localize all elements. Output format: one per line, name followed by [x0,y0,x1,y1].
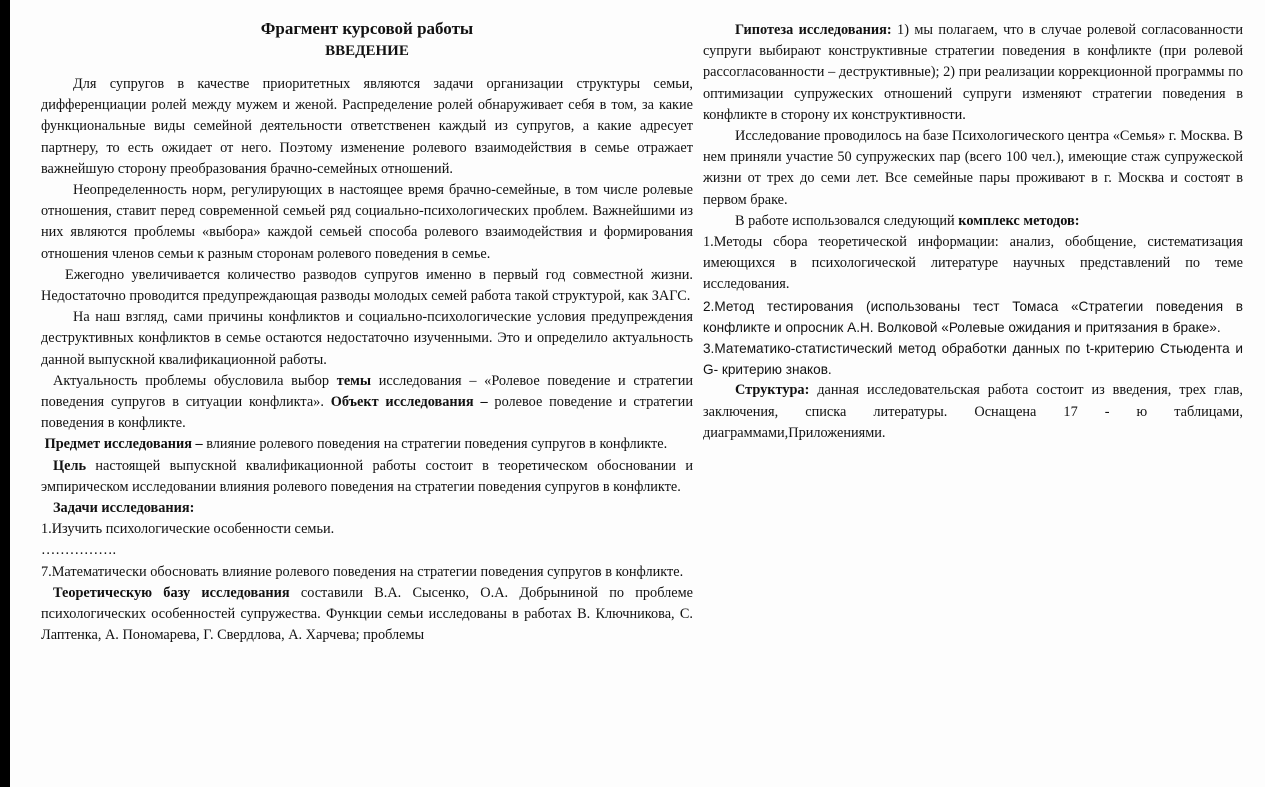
paragraph-hypothesis [703,20,1243,126]
paragraph-roles: Для супругов в качестве приоритетных являются задачи организации структуры семьи, дифференциации ролей между мужем и женой. Распределение ролей обнаруживает себя в том, за какие функциональные виды семейной деятельности ответственен каждый из супругов, а какие адресует партнеру, то есть ожидает от него. Поэтому изменение ролевого взаимодействия в семье отражает важнейшую сторону преобразования брачно-семейных отношений. [41,76,693,177]
paragraph-norms: Неопределенность норм, регулирующих в настоящее время брачно-семейные, в том числе ролевые отношения, ставит перед современной семьей ряд социально-психологических проблем. Важнейшими из них являются проблемы «выбора» каждой семьей способа ролевого взаимодействия и формирования отношения членов семьи к разным сторонам ролевого поведения в семье. [41,182,693,262]
hypothesis-label: Гипотеза исследования: [735,22,892,38]
topic-text: исследования – «Ролевое поведение и стратегии поведения супругов в ситуации конфликта». [41,372,694,411]
goal-text: настоящей выпускной квалификационной работы состоит в теоретическом обосновании и эмпирическом исследовании влияния ролевого поведения на стратегии поведения супругов в конфликте. [41,457,693,495]
object-label: Объект исследования – [330,394,488,411]
hypothesis-text: 1) мы полагаем, что в случае ролевой согласованности супруги выбирают конструктивные стратегии поведения в конфликте (при ролевой рассогласованности – деструктивные); 2) при реализации коррекционной программы по оптимизации супружеских отношений супруги изменяют стратегии поведения в конфликте в сторону их конструктивности. [703,22,1243,123]
section-heading: ВВЕДЕНИЕ [325,43,409,59]
method-1: 1.Методы сбора теоретической информации: анализ, обобщение, систематизация имеющихся в психологической литературе научных представлений по теме исследования. [703,234,1243,293]
subject-text: влияние ролевого поведения на стратегии поведения супругов в конфликте. [202,436,668,453]
tasks-heading: Задачи исследования: [53,500,195,517]
right-column [703,20,1243,444]
tasks-ellipsis: ……………. [41,542,117,559]
left-column [41,18,693,646]
object-text: ролевое поведение и стратегии поведения в конфликте. [41,394,693,432]
paragraph-structure [703,380,1243,444]
structure-text: данная исследовательская работа состоит из введения, трех глав, заключения, списка литературы. Оснащена 17 - ю таблицами, диаграммами,Приложениями. [703,382,1243,441]
page-bottom-fade [10,777,1265,787]
paragraph-subject [41,434,693,455]
method-3: 3.Математико-статистический метод обработки данных по t-критерию Стьюдента и G- критерию знаков. [703,341,1243,378]
structure-label: Структура: [735,382,810,399]
subject-label: Предмет исследования – [44,436,203,453]
paragraph-divorces: Ежегодно увеличивается количество разводов супругов именно в первый год совместной жизни. Недостаточно проводится предупреждающая разводы молодых семей работа такой структурой, как ЗАГС. [41,266,693,305]
document-page [10,0,1265,787]
topic-label: темы [336,372,372,389]
paragraph-theory-base [41,583,693,647]
task-7: 7.Математически обосновать влияние ролевого поведения на стратегии поведения супругов в конфликте. [41,563,684,580]
method-2: 2.Метод тестирования (использованы тест Томаса «Стратегии поведения в конфликте и опросник А.Н. Волковой «Ролевые ожидания и притязания в браке». [703,298,1243,335]
paragraph-topic [41,371,693,435]
paragraph-conflicts: На наш взгляд, сами причины конфликтов и социально-психологические условия предупреждения деструктивных конфликтов в семье остаются недостаточно изученными. Это и определило актуальность данной выпускной квалификационной работы. [41,309,693,368]
methods-label: комплекс методов: [958,212,1080,229]
document-title: Фрагмент курсовой работы [260,19,474,38]
paragraph-goal [41,456,693,498]
paragraph-methods-intro: В работе использовался следующий комплекс методов: [735,212,1080,229]
topic-intro: Актуальность проблемы обусловила выбор [53,372,337,389]
goal-label: Цель [53,457,87,474]
paragraph-study-base: Исследование проводилось на базе Психологического центра «Семья» г. Москва. В нем приняли участие 50 супружеских пар (всего 100 чел.), имеющие стаж супружеской жизни от трех до семи лет. Все семейные пары проживают в г. Москва и состоят в первом браке. [703,128,1243,208]
theory-base-text: составили В.А. Сысенко, О.А. Добрыниной по проблеме психологических особенностей супружества. Функции семьи исследованы в работах В. Ключникова, С. Лаптенка, А. Пономарева, Г. Свердлова, А. Харчева; проблемы [41,584,693,644]
theory-base-label: Теоретическую базу исследования [53,584,290,601]
task-1: 1.Изучить психологические особенности семьи. [41,521,335,538]
